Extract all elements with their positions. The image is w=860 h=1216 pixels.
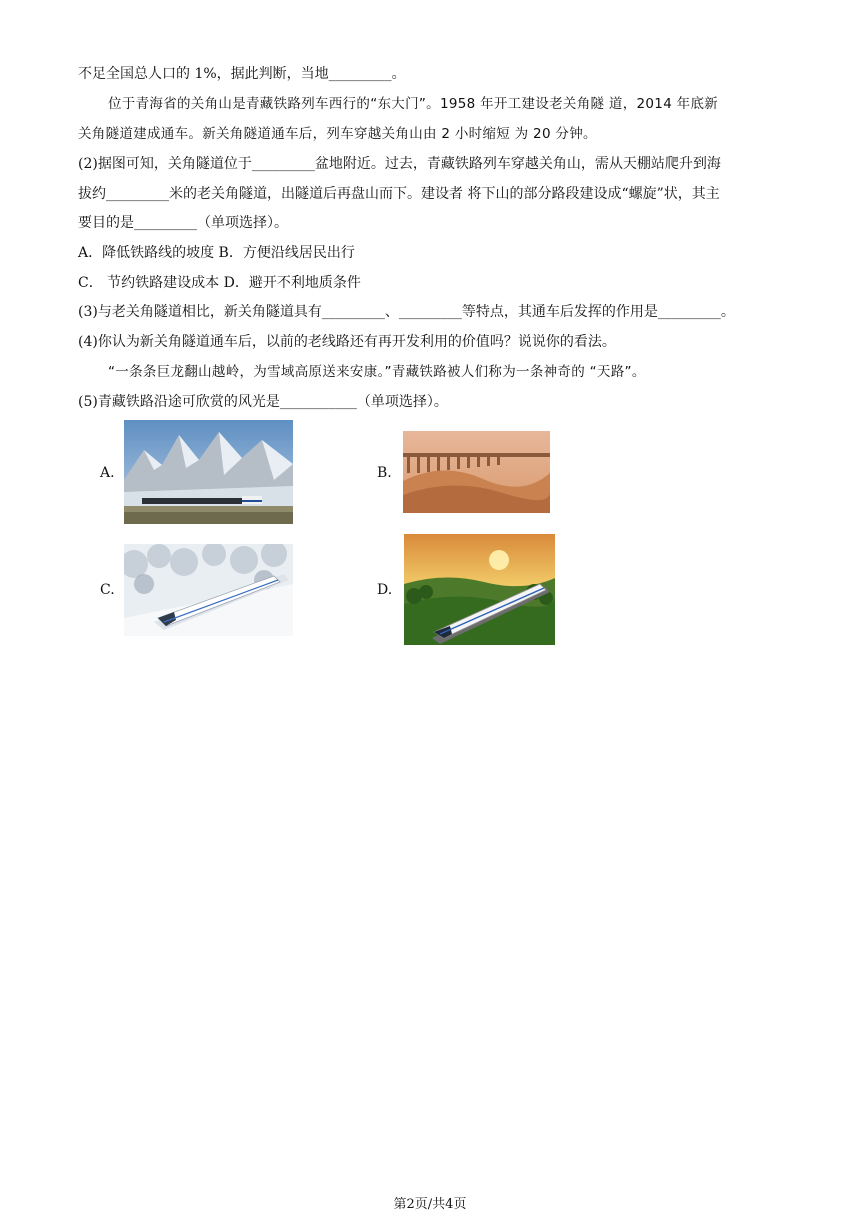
- text-line-9: (3)与老关角隧道相比，新关角隧道具有_________、_________等特点，其通车后发挥的作用是_________。: [78, 304, 735, 320]
- text-line-6: 要目的是_________（单项选择）。: [78, 215, 288, 231]
- text-line-4: (2)据图可知，关角隧道位于_________盆地附近。过去，青藏铁路列车穿越关角山，需从天棚站爬升到海: [78, 156, 721, 172]
- text-line-1: 不足全国总人口的 1%，据此判断，当地_________。: [78, 66, 406, 82]
- option-a-image[interactable]: [124, 420, 293, 524]
- option-a-label: A.: [100, 465, 115, 481]
- option-d-image[interactable]: [404, 534, 555, 645]
- text-line-2: 位于青海省的关角山是青藏铁路列车西行的“东大门”。1958 年开工建设老关角隧 道，2014 年底新: [108, 96, 719, 112]
- option-c-image[interactable]: [124, 544, 293, 636]
- page-footer: 第2页/共4页: [393, 1197, 467, 1212]
- option-b-label: B.: [377, 465, 392, 481]
- text-line-3: 关角隧道建成通车。新关角隧道通车后，列车穿越关角山由 2 小时缩短 为 20 分钟。: [78, 126, 597, 142]
- green-landscape-train-image: [404, 534, 555, 645]
- text-line-5: 拔约_________米的老关角隧道，出隧道后再盘山而下。建设者 将下山的部分路段建设成“螺旋”状，其主: [78, 186, 720, 202]
- option-d-label: D.: [377, 582, 393, 598]
- text-line-12: (5)青藏铁路沿途可欣赏的风光是___________（单项选择）。: [78, 394, 448, 410]
- snowy-mountain-train-image: [124, 420, 293, 524]
- snow-forest-train-image: [124, 544, 293, 636]
- option-text-ab: A．降低铁路线的坡度 B．方便沿线居民出行: [78, 245, 355, 261]
- option-text-cd: C． 节约铁路建设成本 D．避开不利地质条件: [78, 275, 361, 291]
- option-c-label: C.: [100, 582, 115, 598]
- desert-viaduct-image: [403, 431, 550, 513]
- text-line-11: “一条条巨龙翻山越岭，为雪域高原送来安康。”青藏铁路被人们称为一条神奇的 “天路”。: [108, 364, 646, 380]
- text-line-10: (4)你认为新关角隧道通车后，以前的老线路还有再开发利用的价值吗？说说你的看法。: [78, 334, 616, 350]
- option-b-image[interactable]: [403, 431, 550, 513]
